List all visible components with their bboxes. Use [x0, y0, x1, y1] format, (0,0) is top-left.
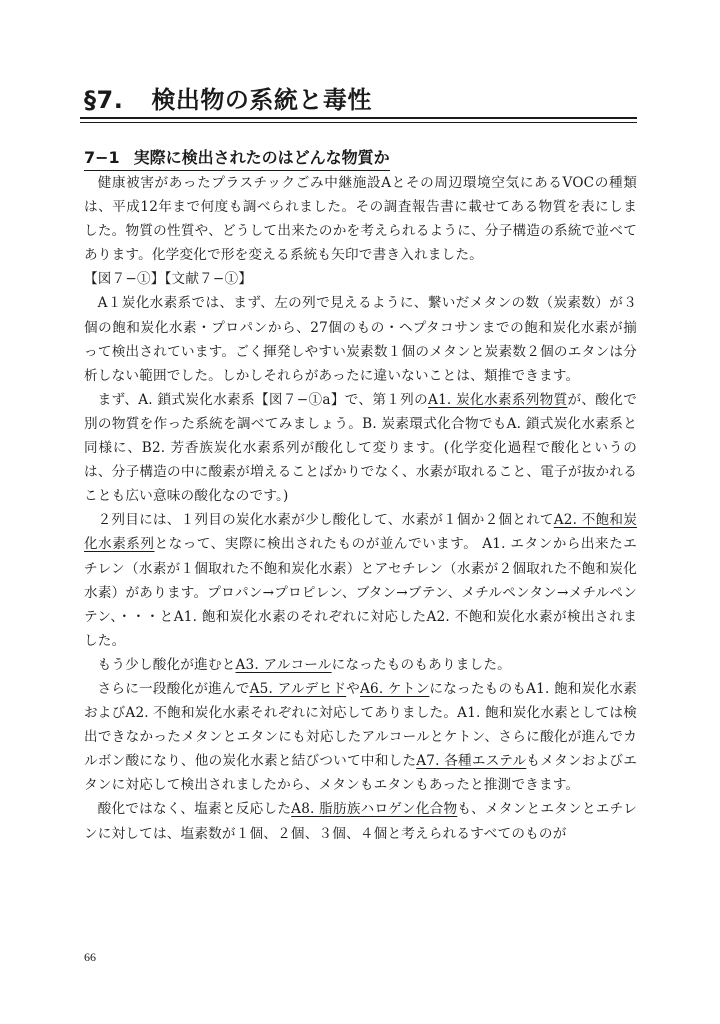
- chapter-heading: [84, 84, 634, 116]
- section-number: 7−1: [84, 148, 120, 167]
- section-title: 実際に検出されたのはどんな物質か: [133, 148, 390, 167]
- paragraph-text: さらに一段酸化が進んで: [97, 680, 250, 697]
- body-text: [84, 171, 637, 846]
- chapter-number: §7.: [84, 86, 124, 114]
- underlined-term: A5. アルデヒド: [249, 680, 347, 697]
- paragraph-text: となって、実際に検出されたものが並んでいます。 A1. エタンから出来たエチレン（水素が１個取れた不飽和炭化水素）とアセチレン（水素が２個取れた不飽和炭化水素）があります。プロパン→プロピレン、ブタン→ブテン、メチルペンタン→メチルペンテン、・・・とA1. 飽和炭化水素のそれぞれに対応したA2. 不飽和炭化水素が検出されました。: [84, 536, 638, 649]
- chapter-rule-thick: [80, 117, 637, 119]
- body-paragraph: [84, 797, 637, 845]
- body-paragraph: [84, 653, 637, 677]
- paragraph-text: 酸化ではなく、塩素と反応した: [97, 801, 292, 818]
- paragraph-text: 健康被害があったプラスチックごみ中継施設Aとその周辺環境空気にあるVOCの種類は、平成12年まで何度も調べられました。その調査報告書に載せてある物質を表にしました。物質の性質や、どうして出来たのかを考えられるように、分子構造の系統で並べてあります。化学変化で形を変える系統も矢印で書き入れました。: [84, 175, 637, 264]
- chapter-rule-thin: [80, 122, 637, 123]
- underlined-term: A7. 各種エステル: [416, 753, 527, 770]
- underlined-term: A3. アルコール: [235, 656, 332, 673]
- paragraph-text: になったものもありました。: [331, 656, 511, 673]
- paragraph-text: もう少し酸化が進むと: [97, 656, 236, 673]
- body-paragraph: [84, 267, 637, 291]
- paragraph-text: まず、A. 鎖式炭化水素系【図７−①a】で、第１列の: [97, 391, 429, 408]
- page-number: 66: [84, 950, 96, 964]
- paragraph-text: A１炭化水素系では、まず、左の列で見えるように、繋いだメタンの数（炭素数）が３個の飽和炭化水素・プロパンから、27個のもの・ヘプタコサンまでの飽和炭化水素が揃って検出されています。ごく揮発しやすい炭素数１個のメタンと炭素数２個のエタンは分析しない範囲でした。しかしそれらがあったに違いないことは、類推できます。: [84, 295, 637, 384]
- underlined-term: A8. 脂肪族ハロゲン化合物: [291, 801, 458, 818]
- paragraph-text: ２列目には、１列目の炭化水素が少し酸化して、水素が１個か２個とれて: [97, 512, 554, 529]
- paragraph-text: も、メタンとエタンとエチレンに対しては、塩素数が１個、２個、３個、４個と考えられるすべてのものが: [84, 801, 638, 842]
- chapter-title: 検出物の系統と毒性: [151, 86, 372, 114]
- body-paragraph: [84, 291, 637, 387]
- paragraph-text: もメタンおよびエタンに対応して検出されましたから、メタンもエタンもあったと推測できます。: [84, 753, 637, 794]
- paragraph-text: が、酸化で別の物質を作った系統を調べてみましょう。B. 炭素環式化合物でもA. 鎖式炭化水素系と同様に、B2. 芳香族炭化水素系列が酸化して変ります。(化学変化過程で酸化というのは、分子構造の中に酸素が増えることばかりでなく、水素が取れること、電子が抜かれることも広い意味の酸化なのです。): [84, 391, 637, 505]
- paragraph-text: になったものもA1. 飽和炭化水素およびA2. 不飽和炭化水素それぞれに対応してありました。A1. 飽和炭化水素としては検出できなかったメタンとエタンにも対応したアルコールとケトン、さらに酸化が進んでカルボン酸になり、他の炭化水素と結びついて中和した: [84, 680, 637, 770]
- underlined-term: A6. ケトン: [359, 680, 430, 697]
- underlined-term: A2. 不飽和炭化水素系列: [84, 512, 637, 553]
- paragraph-text: や: [346, 680, 360, 697]
- body-paragraph: [84, 388, 637, 508]
- section-heading: [84, 147, 390, 171]
- body-paragraph: [84, 677, 637, 797]
- paragraph-text: 【図７−①】【文献７−①】: [84, 271, 253, 288]
- body-paragraph: [84, 508, 637, 653]
- underlined-term: A1. 炭化水素系列物質: [428, 391, 568, 408]
- body-paragraph: [84, 171, 637, 267]
